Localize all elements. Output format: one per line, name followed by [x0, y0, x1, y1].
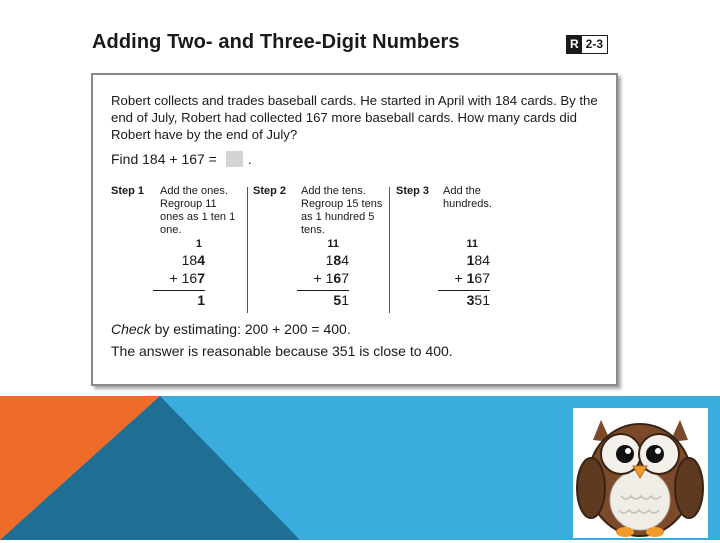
- step-3-addition: [438, 238, 490, 310]
- check-estimate: by estimating: 200 + 200 = 400.: [154, 321, 351, 337]
- step-1-carry: 1: [195, 238, 202, 250]
- step-2-top-number: 184: [325, 252, 349, 268]
- step-2-description: Add the tens. Regroup 15 tens as 1 hundred 5 tens.: [301, 185, 383, 236]
- owl-eye-left: [616, 445, 634, 463]
- step-2-sum: 51: [333, 292, 349, 308]
- owl-foot-right: [646, 527, 664, 537]
- find-row: [111, 151, 252, 167]
- page-title: Adding Two- and Three-Digit Numbers: [92, 31, 460, 53]
- lesson-code-badge: [566, 35, 608, 54]
- owl-wing-right: [675, 458, 703, 518]
- step-divider-1: [247, 187, 248, 313]
- step-divider-2: [389, 187, 390, 313]
- owl-eye-right-glint: [655, 448, 661, 454]
- reason-line: The answer is reasonable because 351 is close to 400.: [111, 343, 453, 359]
- find-end: .: [247, 151, 252, 167]
- step-1-top-number: 184: [181, 252, 205, 268]
- step-1-addition: [153, 238, 205, 310]
- step-2-label: Step 2: [253, 185, 287, 197]
- step-2-carry: 11: [327, 238, 339, 250]
- lesson-letter: R: [567, 36, 582, 53]
- word-problem: Robert collects and trades baseball cards. He started in April with 184 cards. By the end of July, Robert had collected 167 more baseball cards. How many cards did Robert have by the end of July?: [111, 93, 598, 142]
- step-1-bottom-number: + 167: [169, 270, 205, 286]
- step-1-label: Step 1: [111, 185, 145, 197]
- step-2-line: [297, 290, 349, 291]
- step-3-top-number: 184: [466, 252, 490, 268]
- step-1-sum: 1: [197, 292, 205, 308]
- check-label: Check: [111, 321, 151, 337]
- owl-eye-right: [646, 445, 664, 463]
- step-3-sum: 351: [466, 292, 490, 308]
- step-2-addition: [297, 238, 349, 310]
- owl-illustration-frame: [573, 408, 708, 538]
- worked-example-card: [91, 73, 618, 386]
- step-3-bottom-number: + 167: [454, 270, 490, 286]
- step-2-bottom-number: + 167: [313, 270, 349, 286]
- lesson-number: 2-3: [582, 36, 607, 53]
- owl-belly: [610, 470, 670, 530]
- step-3-carry: 11: [466, 238, 478, 250]
- step-3-line: [438, 290, 490, 291]
- owl-wing-left: [577, 458, 605, 518]
- step-3-description: Add the hundreds.: [443, 185, 492, 210]
- answer-box: [226, 151, 243, 167]
- find-label: Find 184 + 167 =: [111, 151, 217, 167]
- step-3-label: Step 3: [396, 185, 430, 197]
- owl-illustration: [573, 408, 708, 538]
- owl-foot-left: [616, 527, 634, 537]
- step-1-line: [153, 290, 205, 291]
- check-line: [111, 321, 351, 337]
- owl-eye-left-glint: [625, 448, 631, 454]
- step-1-description: Add the ones. Regroup 11 ones as 1 ten 1 one.: [160, 185, 236, 236]
